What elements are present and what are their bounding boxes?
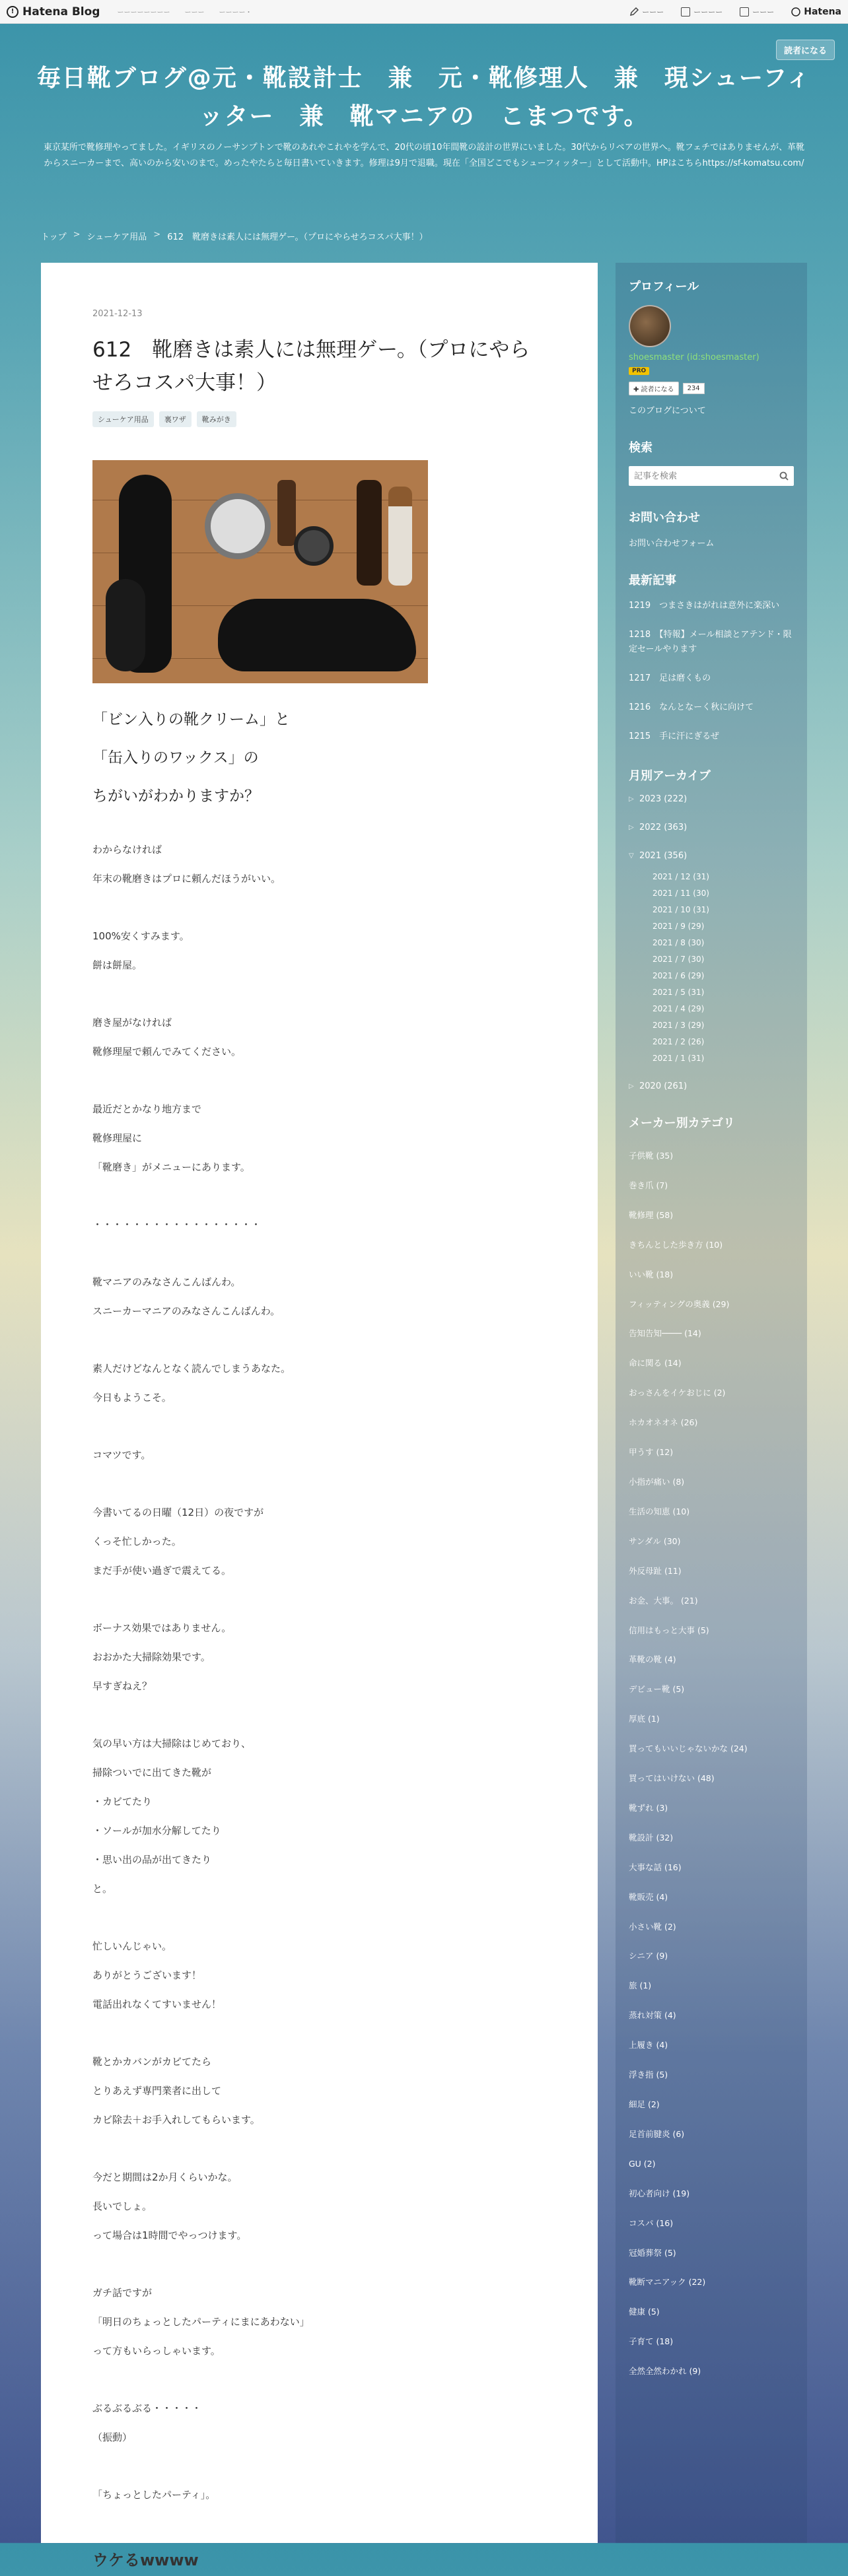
category-link[interactable]: デビュー靴 (5): [629, 1684, 685, 1695]
chevron-right-icon[interactable]: ▷: [629, 824, 634, 831]
wax-tin-image: [294, 526, 334, 566]
paragraph-line: おおかた大掃除効果です。: [92, 1651, 211, 1663]
paragraph-line: 靴修理屋に: [92, 1132, 143, 1144]
category-link[interactable]: シニア (9): [629, 1951, 668, 1961]
category-link[interactable]: 健康 (5): [629, 2307, 660, 2317]
search-module: [629, 438, 794, 486]
write-entry-link[interactable]: [629, 7, 664, 17]
pencil-icon: [629, 7, 639, 17]
category-link[interactable]: 細足 (2): [629, 2099, 660, 2109]
paragraph: [92, 2394, 546, 2452]
paragraph: [92, 922, 546, 980]
entry-category-tag[interactable]: 裏ワザ: [159, 411, 192, 427]
hatena-blog-brand: Hatena Blog: [22, 5, 100, 18]
paragraph-line: ガチ話ですが: [92, 2287, 153, 2299]
category-link[interactable]: 浮き指 (5): [629, 2070, 668, 2080]
paragraph: [92, 2047, 546, 2134]
category-heading: メーカー別カテゴリ: [629, 1116, 735, 1130]
paragraph-line: 「靴磨き」がメニューにあります。: [92, 1161, 250, 1173]
paragraph-gap: [92, 893, 546, 922]
category-link[interactable]: おっさんをイケおじに (2): [629, 1388, 726, 1398]
contact-heading: お問い合わせ: [629, 511, 700, 525]
paragraph: [92, 2278, 546, 2365]
recent-heading: 最新記事: [629, 574, 676, 588]
paragraph-line: 気の早い方は大掃除はじめており、: [92, 1738, 252, 1749]
recent-entry-link[interactable]: 1216 なんとなーく秋に向けて: [629, 702, 754, 712]
cream-tin-image: [205, 493, 271, 559]
lead-text: [92, 700, 546, 815]
write-entry-label: ーーー: [642, 7, 664, 17]
paragraph: [92, 1729, 546, 1903]
paragraph-line: ボーナス効果ではありません。: [92, 1622, 232, 1634]
profile-heading: プロフィール: [629, 280, 699, 294]
search-icon[interactable]: [774, 466, 794, 486]
archive-year-label: 2022 (363): [639, 823, 688, 832]
category-link[interactable]: 足首前腱炎 (6): [629, 2128, 685, 2139]
paragraph-line: くっそ忙しかった。: [92, 1536, 182, 1547]
category-link[interactable]: いい靴 (18): [629, 1269, 674, 1279]
dashboard-icon: [681, 7, 690, 17]
hatena-blog-logo[interactable]: [7, 5, 100, 18]
breadcrumb-separator: >: [73, 230, 81, 240]
account-label: ーーー: [752, 7, 775, 17]
contact-module: [629, 508, 794, 549]
paragraph: [92, 1268, 546, 1326]
paragraph: [92, 1441, 546, 1470]
breadcrumb-separator: >: [153, 230, 161, 240]
category-link[interactable]: 靴販売 (4): [629, 1891, 668, 1902]
contact-form-link[interactable]: お問い合わせフォーム: [629, 539, 715, 549]
lead-line: ちがいがわかりますか？: [92, 788, 260, 805]
shoe-care-photo: [92, 460, 428, 683]
paragraph-line: 靴修理屋で頼んでみてください。: [92, 1046, 242, 1058]
paragraph-line: 今書いてるの日曜（12日）の夜ですが: [92, 1507, 264, 1518]
paragraph: [92, 1613, 546, 1701]
category-link[interactable]: サンダル (30): [629, 1536, 681, 1546]
breadcrumb: [41, 230, 428, 242]
emphasis-text: ウケるwwww: [92, 2551, 199, 2569]
paragraph-line: 「明日のちょっとしたパーティにまにあわない」: [92, 2316, 310, 2328]
recent-entry-link[interactable]: 1218 【特報】メール相談とアテンド・限定セールやります: [629, 630, 792, 654]
dashboard-link[interactable]: [681, 7, 723, 17]
lead-line: 「缶入りのワックス」の: [92, 749, 259, 766]
paragraph-line: って場合は1時間でやっつけます。: [92, 2229, 247, 2241]
paragraph-line: 最近だとかなり地方まで: [92, 1103, 202, 1115]
category-link[interactable]: 初心者向け (19): [629, 2188, 690, 2198]
paragraph-gap: [92, 1326, 546, 1354]
paragraph-gap: [92, 1701, 546, 1729]
archive-year-2020[interactable]: [629, 1081, 794, 1091]
paragraph-gap: [92, 1182, 546, 1210]
search-box: [629, 466, 794, 486]
category-link[interactable]: 子育て (18): [629, 2336, 674, 2347]
category-list: [629, 1141, 794, 2387]
category-link[interactable]: 冠婚葬祭 (5): [629, 2247, 676, 2258]
paragraph: [92, 1210, 546, 1239]
paragraph-line: 掃除ついでに出てきた靴が: [92, 1767, 212, 1779]
archive-month-link[interactable]: 2021 / 9 (29): [653, 922, 705, 931]
topbar-nav-item-2[interactable]: ーーー: [184, 9, 205, 17]
topbar-right: [629, 7, 841, 17]
archive-year-label: 2021 (356): [639, 851, 688, 861]
paragraph-line: ・思い出の品が出てきたり: [92, 1854, 212, 1866]
category-link[interactable]: 告知告知──── (14): [629, 1328, 701, 1339]
dauber-brush-image: [277, 480, 296, 546]
hatena-label: Hatena: [804, 6, 841, 17]
paragraph-line: 「ちょっとしたパーティ」。: [92, 2489, 216, 2501]
paragraph-line: 早すぎねえ？: [92, 1680, 153, 1692]
archive-month-link[interactable]: 2021 / 7 (30): [653, 955, 705, 964]
subscribe-button[interactable]: 読者になる: [776, 40, 835, 60]
paragraph-gap: [92, 1066, 546, 1095]
archive-month-link[interactable]: 2021 / 10 (31): [653, 905, 709, 914]
category-link[interactable]: 靴設計 (32): [629, 1832, 674, 1843]
category-link[interactable]: 全然全然わかれ (9): [629, 2366, 701, 2377]
category-link[interactable]: 巻き爪 (7): [629, 1180, 668, 1190]
hatena-icon: [791, 7, 800, 17]
archive-month-link[interactable]: 2021 / 8 (30): [653, 938, 705, 947]
dashboard-label: ーーーー: [693, 7, 723, 17]
paragraph-line: とりあえず専門業者に出して: [92, 2085, 222, 2097]
category-link[interactable]: 子供靴 (35): [629, 1151, 674, 1161]
paragraph-gap: [92, 2509, 546, 2538]
archive-year-label: 2020 (261): [639, 1081, 688, 1091]
black-shoe-side-image: [218, 599, 416, 671]
archive-month-link[interactable]: 2021 / 6 (29): [653, 971, 705, 980]
horsehair-brush-image: [388, 487, 412, 586]
archive-module: [629, 766, 794, 1091]
paragraph-line: カビ除去＋お手入れしてもらいます。: [92, 2114, 260, 2126]
archive-month-link[interactable]: 2021 / 5 (31): [653, 988, 705, 997]
category-link[interactable]: きちんとした歩き方 (10): [629, 1239, 723, 1250]
lead-line: 「ビン入りの靴クリーム」と: [92, 711, 290, 728]
breadcrumb-top[interactable]: トップ: [41, 232, 67, 242]
subscriber-count[interactable]: 234: [683, 383, 705, 394]
recent-entries-module: [629, 571, 794, 744]
paragraph-line: 靴とかカバンがカビてたら: [92, 2056, 212, 2068]
paragraph-gap: [92, 1585, 546, 1613]
paragraph: [92, 1008, 546, 1066]
paragraph-line: 靴マニアのみなさんこんばんわ。: [92, 1276, 241, 1288]
category-link[interactable]: 命に関る (14): [629, 1358, 682, 1369]
chevron-down-icon[interactable]: ▽: [629, 852, 634, 860]
category-link[interactable]: 買ってもいいじゃないかな (24): [629, 1744, 748, 1754]
paragraph: [92, 2163, 546, 2250]
topbar-nav: [117, 7, 252, 17]
paragraph-line: 磨き屋がなければ: [92, 1017, 172, 1029]
paragraph-line: 年末の靴磨きはプロに頼んだほうがいい。: [92, 873, 281, 885]
paragraph-line: わからなければ: [92, 844, 162, 856]
category-link[interactable]: 厚底 (1): [629, 1714, 660, 1724]
paragraph-line: 餅は餅屋。: [92, 959, 143, 971]
category-link[interactable]: 小さい靴 (2): [629, 1921, 676, 1932]
paragraph-gap: [92, 1470, 546, 1498]
entry-category-tag[interactable]: 靴みがき: [197, 411, 236, 427]
paragraph-gap: [92, 1412, 546, 1441]
archive-heading: 月別アーカイブ: [629, 769, 711, 783]
paragraph-line: と。: [92, 1883, 113, 1895]
category-link[interactable]: 小指が痛い (8): [629, 1476, 685, 1487]
blog-description: 東京某所で靴修理やってました。イギリスのノーサンプトンで靴のあれやこれやを学んで、20代の頃10年間靴の設計の世界にいました。30代からリペアの世界へ。靴フェチではありませんが、革靴からスニーカーまで、高いのから安いのまで。めったやたらと毎日書いていきます。修理は9月で退職。現在「全国どこでもシューフィッター」として活動中。HPはこちらhttps://sf-komatsu.com/: [43, 143, 805, 168]
archive-month-link[interactable]: 2021 / 4 (29): [653, 1004, 705, 1013]
category-link[interactable]: フィッティングの奥義 (29): [629, 1299, 730, 1309]
archive-month-link[interactable]: 2021 / 11 (30): [653, 889, 709, 898]
paragraph-gap: [92, 2019, 546, 2047]
paragraph: [92, 1095, 546, 1182]
paragraph-gap: [92, 2134, 546, 2163]
paragraph: [92, 1932, 546, 2019]
entry-date[interactable]: 2021-12-13: [92, 309, 143, 319]
category-link[interactable]: 蒸れ対策 (4): [629, 2010, 676, 2021]
category-link[interactable]: 上履き (4): [629, 2040, 668, 2051]
category-module: [629, 1114, 794, 2387]
blog-title[interactable]: 毎日靴ブログ@元・靴設計士 兼 元・靴修理人 兼 現シューフィッター 兼 靴マニアの こまつです。: [36, 65, 812, 130]
paragraph-line: ・ソールが加水分解してたり: [92, 1825, 221, 1837]
topbar-nav-item-3[interactable]: ーーーー・: [219, 9, 252, 17]
category-link[interactable]: ホカオネオネ (26): [629, 1417, 698, 1428]
entry-categories: [92, 411, 546, 427]
category-link[interactable]: GU (2): [629, 2158, 656, 2169]
paragraph-line: ・カビてたり: [92, 1796, 153, 1808]
archive-month-link[interactable]: 2021 / 3 (29): [653, 1021, 705, 1030]
archive-year-label: 2023 (222): [639, 794, 688, 804]
archive-year-2023[interactable]: [629, 794, 794, 804]
category-link[interactable]: 買ってはいけない (48): [629, 1773, 715, 1784]
topbar-nav-item-1[interactable]: ーーーーーーーー: [117, 9, 170, 17]
archive-month-link[interactable]: 2021 / 2 (26): [653, 1037, 705, 1046]
paragraph-line: ぶるぶるぶる・・・・・: [92, 2402, 202, 2414]
category-link[interactable]: 靴断マニアック (22): [629, 2277, 706, 2288]
category-link[interactable]: 靴ずれ (3): [629, 1802, 668, 1813]
paragraph: [92, 1354, 546, 1412]
archive-month-link[interactable]: 2021 / 12 (31): [653, 872, 709, 881]
hatena-topbar: [0, 0, 848, 24]
paragraph-gap: [92, 1903, 546, 1932]
paragraph: [92, 835, 546, 893]
account-link[interactable]: [740, 7, 774, 17]
paragraph-line: 忙しいんじゃい。: [92, 1940, 172, 1952]
paragraph-line: 100%安くすみます。: [92, 930, 190, 942]
breadcrumb-current: 612 靴磨きは素人には無理ゲー。（プロにやらせろコスパ大事！）: [167, 232, 428, 242]
chevron-right-icon[interactable]: ▷: [629, 1083, 634, 1090]
paragraph-line: スニーカーマニアのみなさんこんばんわ。: [92, 1305, 281, 1317]
about-blog-link[interactable]: このブログについて: [629, 406, 706, 416]
paragraph-gap: [92, 980, 546, 1008]
entry-category-tag[interactable]: シューケア用品: [92, 411, 154, 427]
hatena-link[interactable]: [791, 7, 841, 17]
category-link[interactable]: 靴修理 (58): [629, 1209, 674, 1220]
category-link[interactable]: 信用はもっと大事 (5): [629, 1625, 709, 1635]
hatena-logo-icon: !: [7, 6, 18, 18]
sidebar-subscribe-button[interactable]: ✚ 読者になる: [629, 382, 679, 395]
dark-brush-image: [357, 480, 382, 586]
recent-entry-link[interactable]: 1215 手に汗にぎるぜ: [629, 731, 719, 741]
paragraph-gap: [92, 1239, 546, 1268]
breadcrumb-category[interactable]: シューケア用品: [87, 232, 147, 242]
recent-entry-link[interactable]: 1217 足は磨くもの: [629, 673, 711, 683]
paragraph: [92, 1498, 546, 1585]
profile-row: [629, 305, 794, 347]
paragraph-line: ありがとうございます！: [92, 1969, 202, 1981]
archive-year-2022[interactable]: [629, 823, 794, 832]
paragraph-line: まだ手が使い過ぎで震えてる。: [92, 1565, 232, 1576]
search-heading: 検索: [629, 441, 653, 455]
category-link[interactable]: 大事な話 (16): [629, 1862, 682, 1872]
archive-month-link[interactable]: 2021 / 1 (31): [653, 1054, 705, 1063]
paragraph-line: って方もいらっしゃいます。: [92, 2345, 221, 2357]
category-link[interactable]: コスパ (16): [629, 2218, 674, 2228]
archive-months: [629, 869, 794, 1067]
category-link[interactable]: 革靴の靴 (4): [629, 1654, 676, 1665]
subscribe-row: [629, 382, 794, 395]
paragraph-line: 今だと期間は2か月くらいかな。: [92, 2171, 238, 2183]
avatar[interactable]: [629, 305, 671, 347]
profile-name[interactable]: shoesmaster (id:shoesmaster): [629, 353, 760, 362]
paragraph-line: コマツです。: [92, 1449, 151, 1461]
paragraph-line: 電話出れなくてすいません！: [92, 1998, 222, 2010]
paragraph: [92, 2480, 546, 2509]
sidebar: [616, 263, 807, 2543]
paragraph-line: （振動）: [92, 2431, 133, 2443]
paragraph-line: 長いでしょ。: [92, 2200, 153, 2212]
search-input[interactable]: [629, 467, 774, 485]
pro-badge: PRO: [629, 367, 649, 375]
category-link[interactable]: 甲うす (12): [629, 1447, 674, 1458]
category-link[interactable]: 旅 (1): [629, 1981, 652, 1991]
category-link[interactable]: 外反母趾 (11): [629, 1565, 682, 1576]
paragraph-gap: [92, 2365, 546, 2394]
recent-entry-link[interactable]: 1219 つまさきはがれは意外に楽深い: [629, 601, 780, 611]
paragraph-gap: [92, 2452, 546, 2480]
profile-module: [629, 277, 794, 416]
account-icon: [740, 7, 749, 17]
category-link[interactable]: 生活の知恵 (10): [629, 1506, 690, 1516]
paragraph-line: 今日もようこそ。: [92, 1392, 172, 1404]
chevron-right-icon[interactable]: ▷: [629, 796, 634, 803]
entry-title[interactable]: 612 靴磨きは素人には無理ゲー。（プロにやらせろコスパ大事！）: [92, 338, 530, 395]
entry-body: [92, 835, 546, 2538]
article: [41, 263, 598, 2569]
paragraph-line: ・・・・・・・・・・・・・・・・・: [92, 1219, 262, 1231]
paragraph-line: 素人だけどなんとなく読んでしまうあなた。: [92, 1363, 291, 1374]
archive-year-2021[interactable]: [629, 851, 794, 861]
paragraph-gap: [92, 2250, 546, 2278]
category-link[interactable]: お金、大事。 (21): [629, 1595, 698, 1606]
